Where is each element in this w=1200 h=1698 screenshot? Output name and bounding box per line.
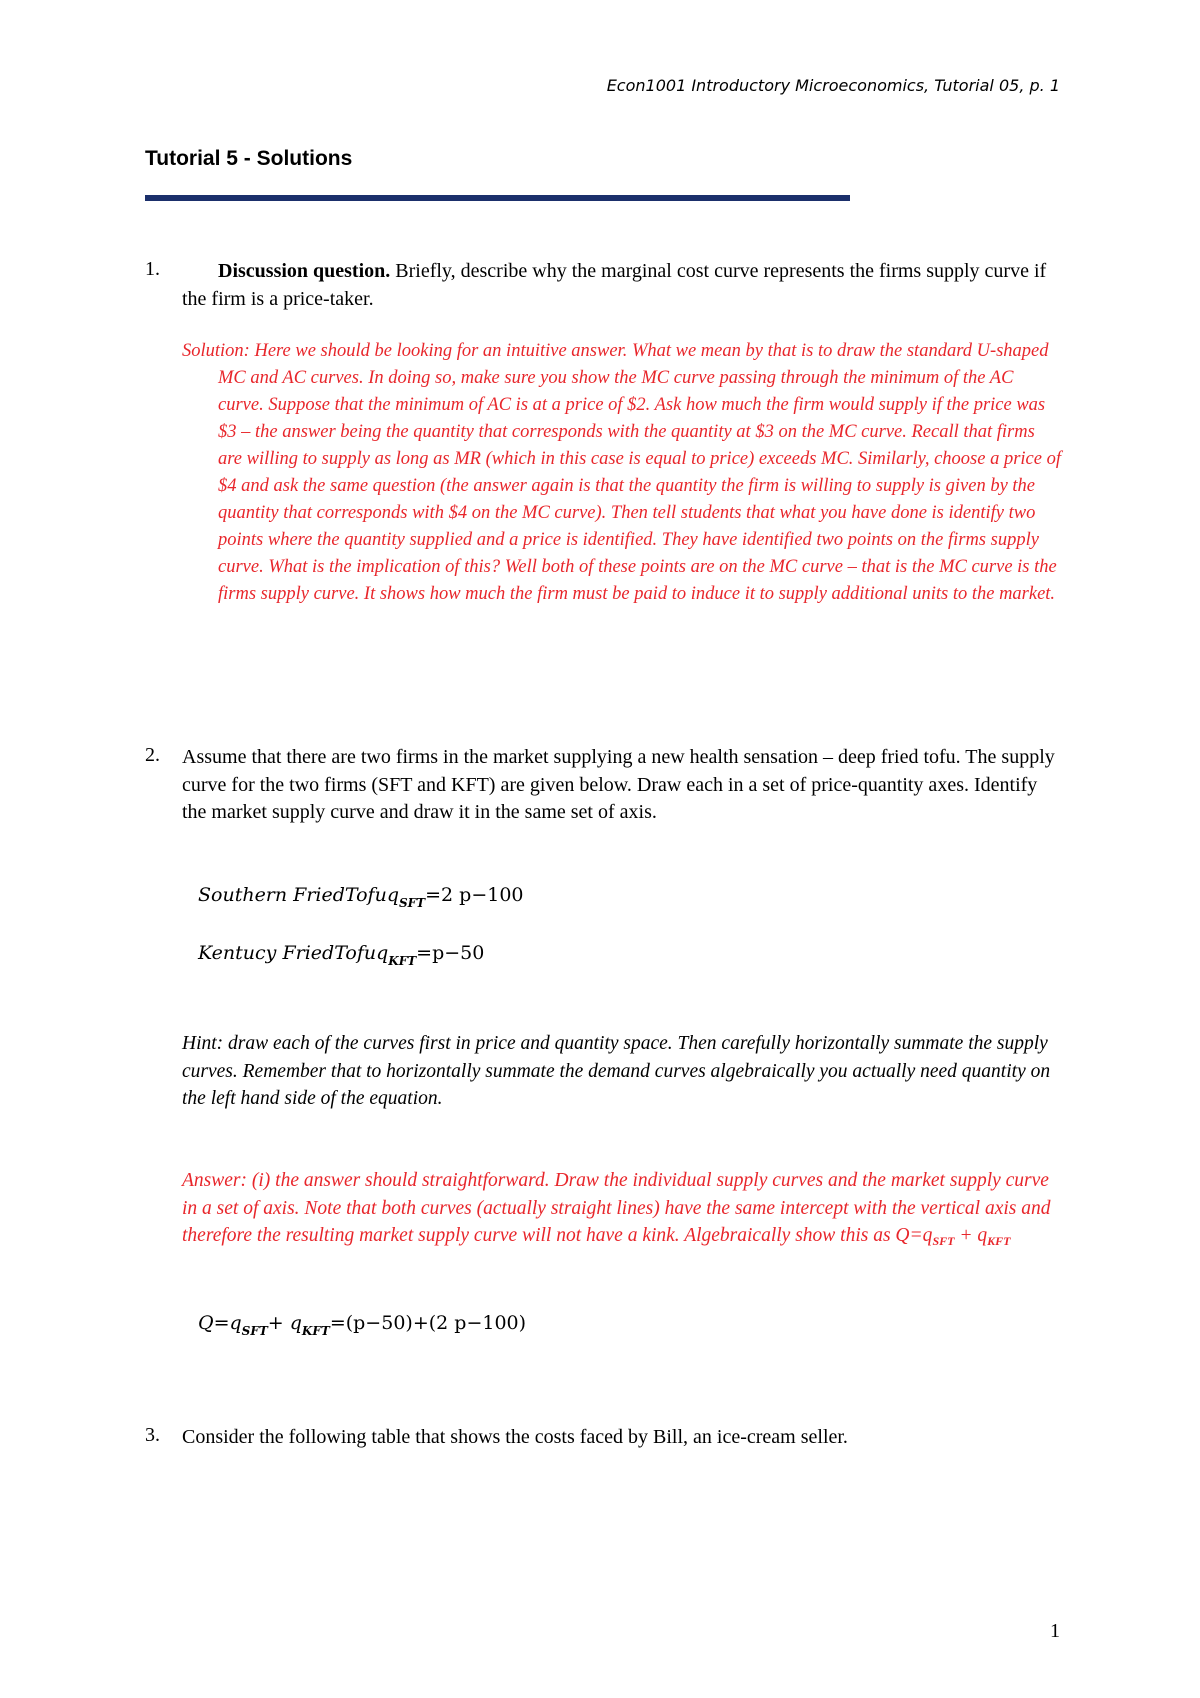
title-divider xyxy=(145,195,850,201)
equation-sft-rhs: =2 p−100 xyxy=(425,884,524,906)
equation-sft xyxy=(198,884,524,910)
equation-market-lhs: Q=q xyxy=(198,1312,242,1334)
running-header: Econ1001 Introductory Microeconomics, Tutorial 05, p. 1 xyxy=(606,76,1060,95)
question-2-hint: Hint: draw each of the curves first in price and quantity space. Then carefully horizontally summate the supply curves. Remember that to horizontally summate the demand curves algebraically you actually need quantity on the left hand side of the equation. xyxy=(182,1033,1051,1109)
equation-sft-subscript: SFT xyxy=(399,896,426,910)
equation-sft-q: q xyxy=(386,884,399,906)
question-1-text xyxy=(182,258,1062,313)
question-1-number: 1. xyxy=(145,258,160,280)
answer-subscript-sft: SFT xyxy=(932,1234,955,1248)
question-2-answer xyxy=(182,1167,1062,1256)
question-1-solution: Solution: Here we should be looking for an intuitive answer. What we mean by that is to draw the standard U-shaped MC and AC curves. In doing so, make sure you show the MC curve passing through the minimum of the AC curve. Suppose that the minimum of AC is at a price of $2. Ask how much the firm would supply if the price was $3 – the answer being the quantity that corresponds with the quantity at $3 on the MC curve. Recall that firms are willing to supply as long as MR (which in this case is equal to price) exceeds MC. Similarly, choose a price of $4 and ask the same question (the answer again is that the quantity the firm is willing to supply is given by the quantity that corresponds with $4 on the MC curve). Then tell students that what you have done is identify two points where the quantity supplied and a price is identified. They have identified two points on the firms supply curve. What is the implication of this? Well both of these points are on the MC curve – that is the MC curve is the firms supply curve. It shows how much the firm must be paid to induce it to supply additional units to the market. xyxy=(182,341,1061,604)
equation-market-plus: + q xyxy=(267,1312,302,1334)
equation-market-supply xyxy=(198,1312,526,1338)
question-2-number: 2. xyxy=(145,744,160,766)
equation-kft-subscript: KFT xyxy=(388,954,417,968)
equation-kft-rhs: =p−50 xyxy=(416,942,485,964)
equation-market-rhs: =(p−50)+(2 p−100) xyxy=(329,1312,527,1334)
question-1-body: Briefly, describe why the marginal cost curve represents the firms supply curve if the firm is a price-taker. xyxy=(182,260,1047,310)
equation-market-sub2: KFT xyxy=(301,1324,330,1338)
page-title: Tutorial 5 - Solutions xyxy=(145,147,353,170)
answer-subscript-kft: KFT xyxy=(987,1234,1011,1248)
equation-kft-q: q xyxy=(376,942,389,964)
answer-text: Answer: (i) the answer should straightforward. Draw the individual supply curves and the market supply curve in a set of axis. Note that both curves (actually straight lines) have the same intercept with the vertical axis and therefore the resulting market supply curve will not have a kink. Algebraically show this as Q=q xyxy=(182,1170,1051,1246)
page-number: 1 xyxy=(1050,1620,1060,1642)
answer-plus: + q xyxy=(954,1225,988,1246)
question-3-text: Consider the following table that shows the costs faced by Bill, an ice-cream seller. xyxy=(182,1426,848,1448)
equation-sft-name: Southern FriedTofu xyxy=(198,884,387,906)
question-2-text: Assume that there are two firms in the market supplying a new health sensation – deep fried tofu. The supply curve for the two firms (SFT and KFT) are given below. Draw each in a set of price-quantity axes. Identify the market supply curve and draw it in the same set of axis. xyxy=(182,746,1055,823)
equation-kft-name: Kentucy FriedTofu xyxy=(198,942,377,964)
question-3-number: 3. xyxy=(145,1424,160,1446)
equation-kft xyxy=(198,942,484,968)
question-1-lead: Discussion question. xyxy=(218,260,391,282)
equation-market-sub1: SFT xyxy=(241,1324,268,1338)
